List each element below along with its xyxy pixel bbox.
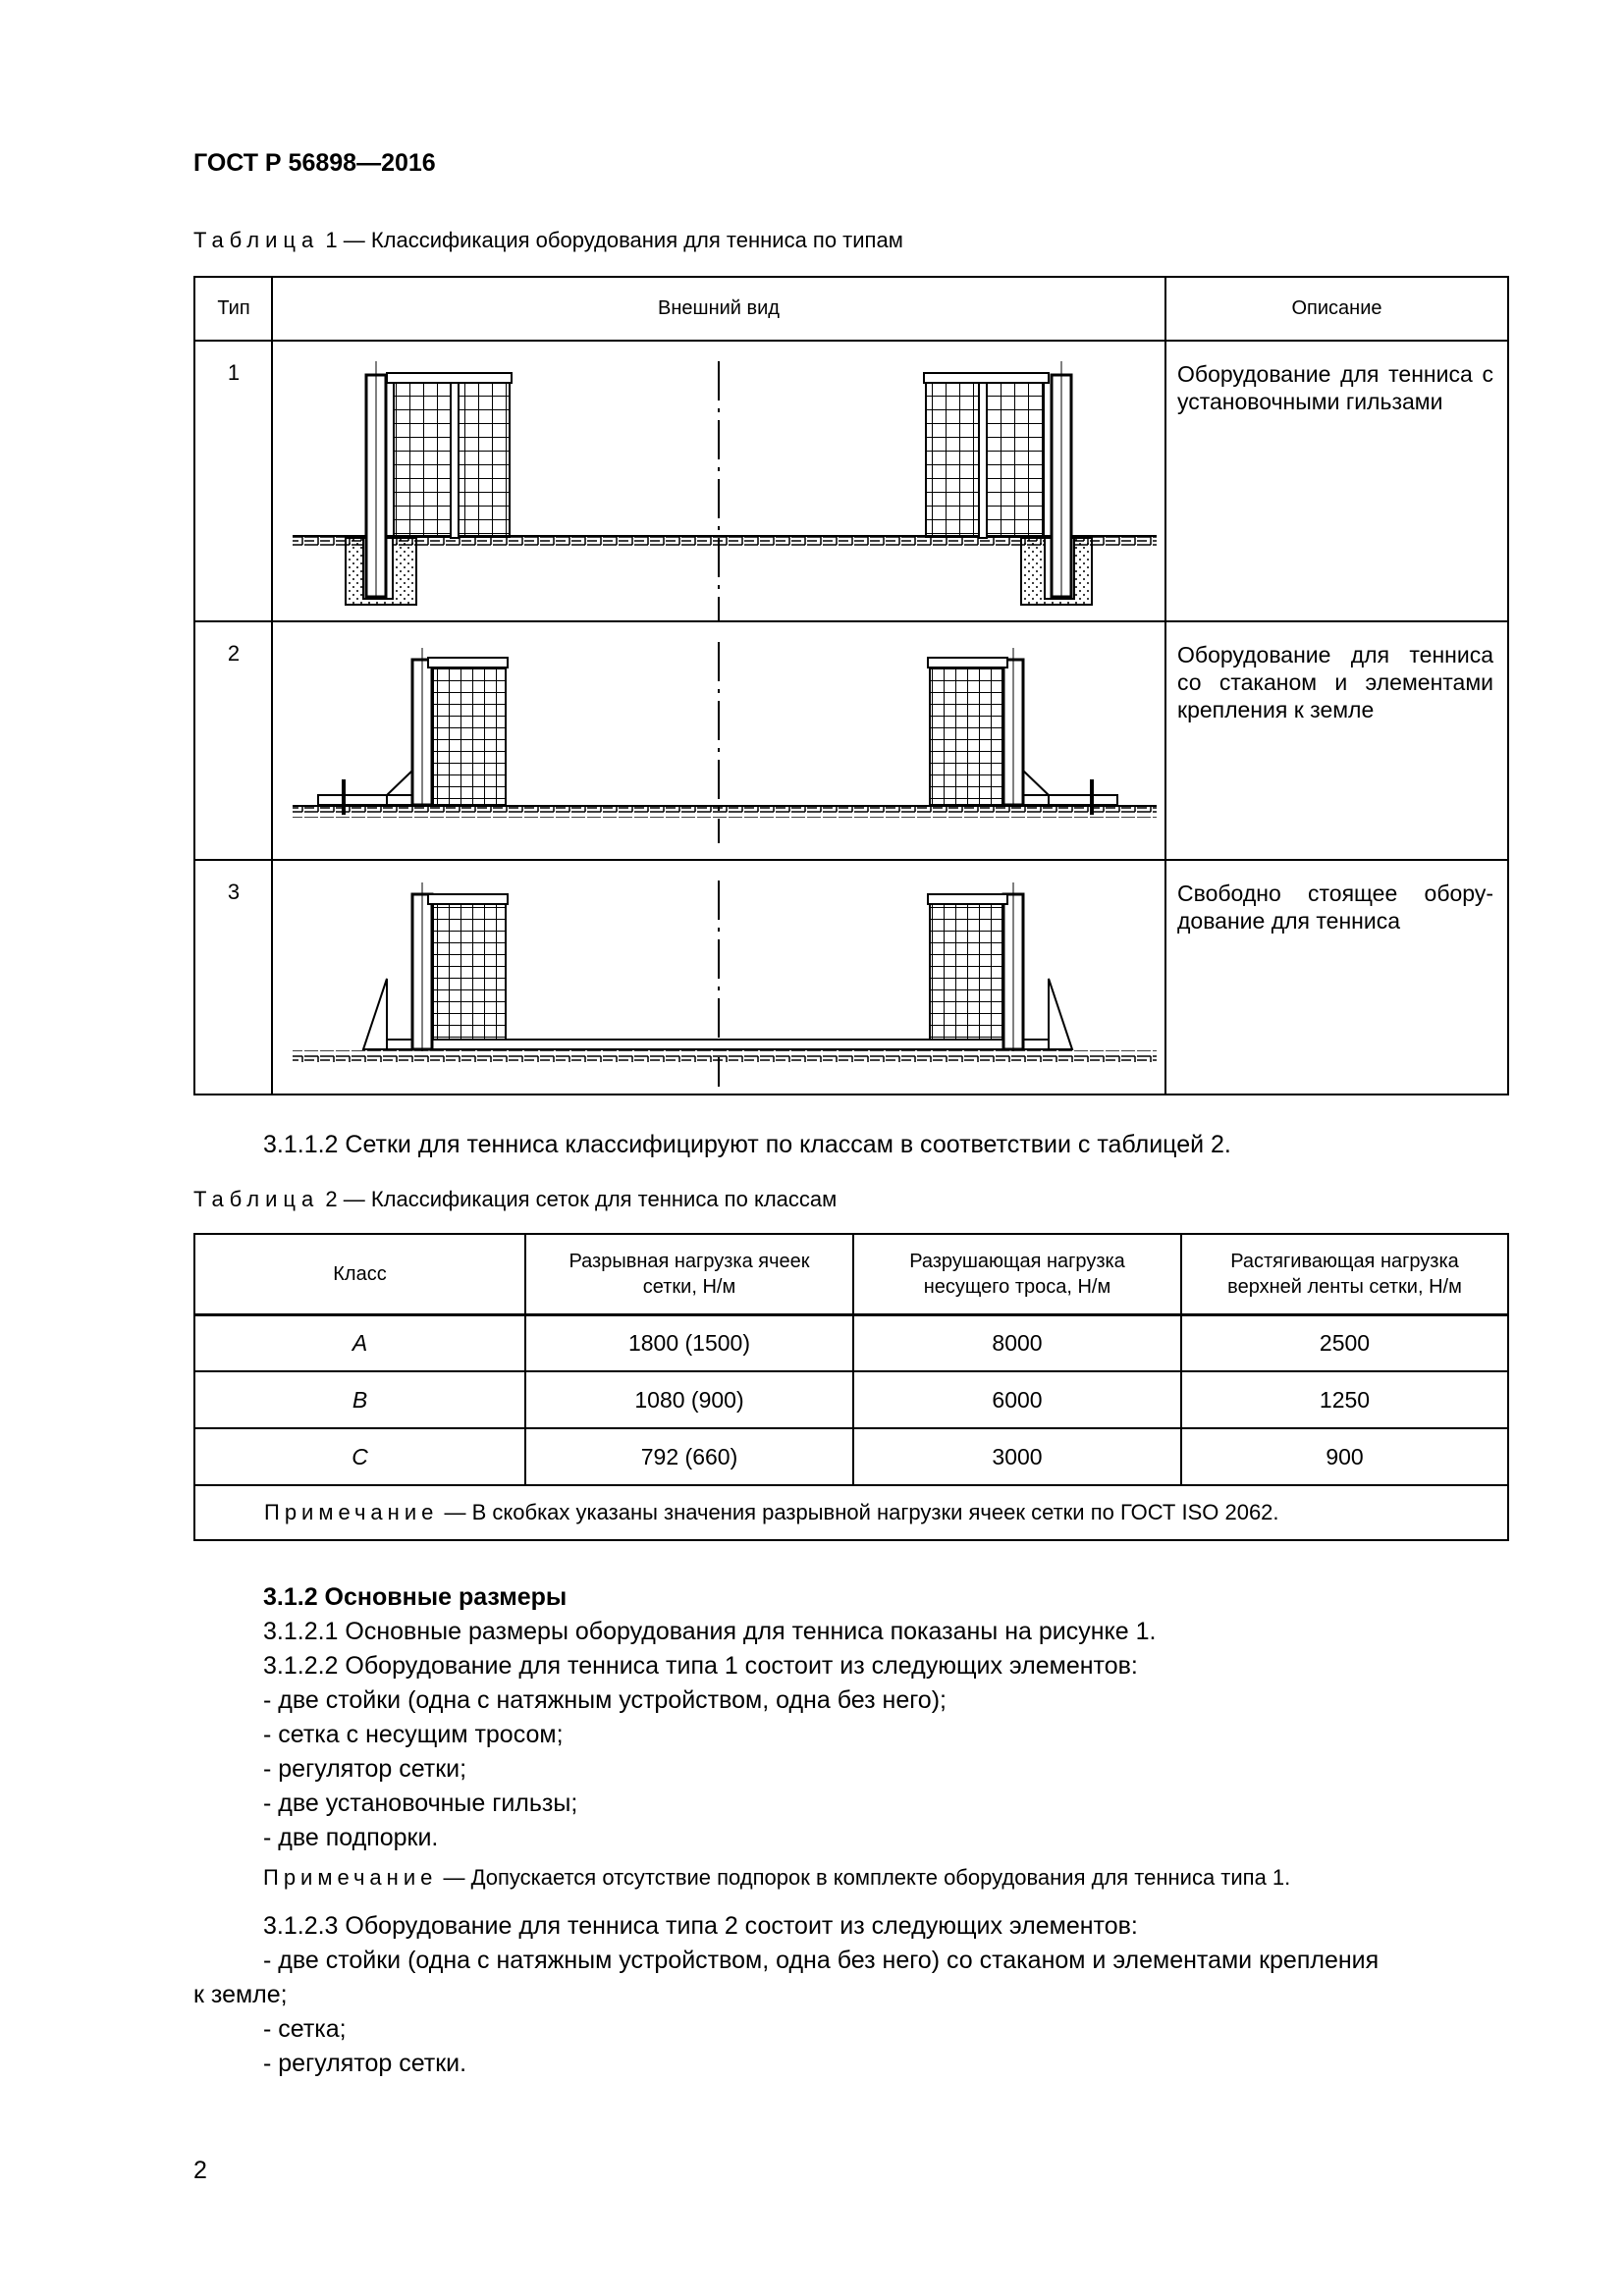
table1-row1-type: 1: [227, 360, 241, 385]
table1-row2-description: Оборудование для тенниса со стаканом и элементами крепления к земле: [1177, 642, 1493, 722]
table2-note-text: — В скобках указаны значения разрывной нагрузки ячеек сетки по ГОСТ ISO 2062.: [444, 1500, 1279, 1524]
paragraph-3-1-1-2: 3.1.1.2 Сетки для тенниса классифицируют по классам в соответствии с таблицей 2.: [263, 1131, 1231, 1158]
list-item: - сетка с несущим тросом;: [263, 1721, 564, 1748]
table2: [193, 1233, 1509, 1541]
list-item: - регулятор сетки.: [263, 2050, 467, 2077]
table2-note-prefix: Примечание: [264, 1500, 439, 1524]
table2-cell: 6000: [992, 1386, 1043, 1413]
section-note: [263, 1865, 1290, 1891]
table2-header-tape-load: Растягивающая нагрузка верхней ленты сетки, Н/м: [1227, 1251, 1462, 1298]
table2-caption-prefix: Таблица: [193, 1187, 320, 1211]
document-header: ГОСТ Р 56898—2016: [193, 149, 436, 177]
table2-cell: 3000: [992, 1443, 1043, 1469]
type2-drawing: [273, 622, 1164, 859]
table2-caption: [193, 1187, 837, 1212]
list-item: - две стойки (одна с натяжным устройством, одна без него);: [263, 1686, 947, 1714]
table2-cell: C: [352, 1443, 368, 1469]
table2-header-cable-load: Разрушающая нагрузка несущего троса, Н/м: [909, 1251, 1125, 1298]
list-item: - регулятор сетки;: [263, 1755, 467, 1783]
paragraph-3-1-2-2: 3.1.2.2 Оборудование для тенниса типа 1 состоит из следующих элементов:: [263, 1652, 1138, 1680]
table2-cell: 1250: [1319, 1386, 1371, 1413]
list-item: - две подпорки.: [263, 1824, 439, 1851]
table2-cell: A: [352, 1329, 368, 1356]
table2-cell: 8000: [992, 1329, 1043, 1356]
paragraph-3-1-2-1: 3.1.2.1 Основные размеры оборудования для тенниса показаны на рисунке 1.: [263, 1618, 1157, 1645]
table1-header-view: Внешний вид: [658, 297, 780, 319]
list-item-continuation: к земле;: [193, 1981, 288, 2008]
table2-header-class: Класс: [333, 1263, 387, 1285]
table2-cell: B: [352, 1386, 368, 1413]
list-item: - две стойки (одна с натяжным устройством, одна без него) со стаканом и элементами крепления: [263, 1947, 1380, 1974]
section-note-text: — Допускается отсутствие подпорок в комплекте оборудования для тенниса типа 1.: [443, 1865, 1291, 1890]
table1-caption-text: 1 — Классификация оборудования для тенниса по типам: [325, 228, 903, 252]
page-number: 2: [193, 2157, 207, 2184]
table2-header-mesh-load: Разрывная нагрузка ячеек сетки, Н/м: [568, 1251, 810, 1298]
table1-row3-description: Свободно стоящее оборудование для тенниса: [1177, 881, 1493, 934]
type3-drawing: [273, 861, 1164, 1095]
list-item: - сетка;: [263, 2015, 347, 2043]
table1-row1-description: Оборудование для тенниса с установочными гильзами: [1177, 361, 1493, 414]
table2-cell: 1080 (900): [634, 1386, 744, 1413]
table2-cell: 1800 (1500): [627, 1329, 751, 1356]
table2-cell: 900: [1326, 1443, 1364, 1469]
type1-drawing: [273, 342, 1164, 620]
table1: [193, 276, 1509, 1095]
section-note-prefix: Примечание: [263, 1865, 438, 1890]
table1-header-type: Тип: [217, 297, 250, 319]
table2-note: [264, 1500, 1279, 1525]
table1-caption-prefix: Таблица: [193, 228, 320, 252]
table2-cell: 2500: [1319, 1329, 1371, 1356]
table1-header-description: Описание: [1291, 297, 1382, 319]
table1-caption: [193, 228, 903, 253]
paragraph-3-1-2-3: 3.1.2.3 Оборудование для тенниса типа 2 состоит из следующих элементов:: [263, 1912, 1138, 1940]
table2-cell: 792 (660): [640, 1443, 738, 1469]
list-item: - две установочные гильзы;: [263, 1789, 578, 1817]
table1-row2-type: 2: [227, 641, 241, 666]
table1-row3-type: 3: [227, 880, 241, 904]
table2-caption-text: 2 — Классификация сеток для тенниса по классам: [325, 1187, 838, 1211]
section-heading: 3.1.2 Основные размеры: [263, 1583, 568, 1611]
